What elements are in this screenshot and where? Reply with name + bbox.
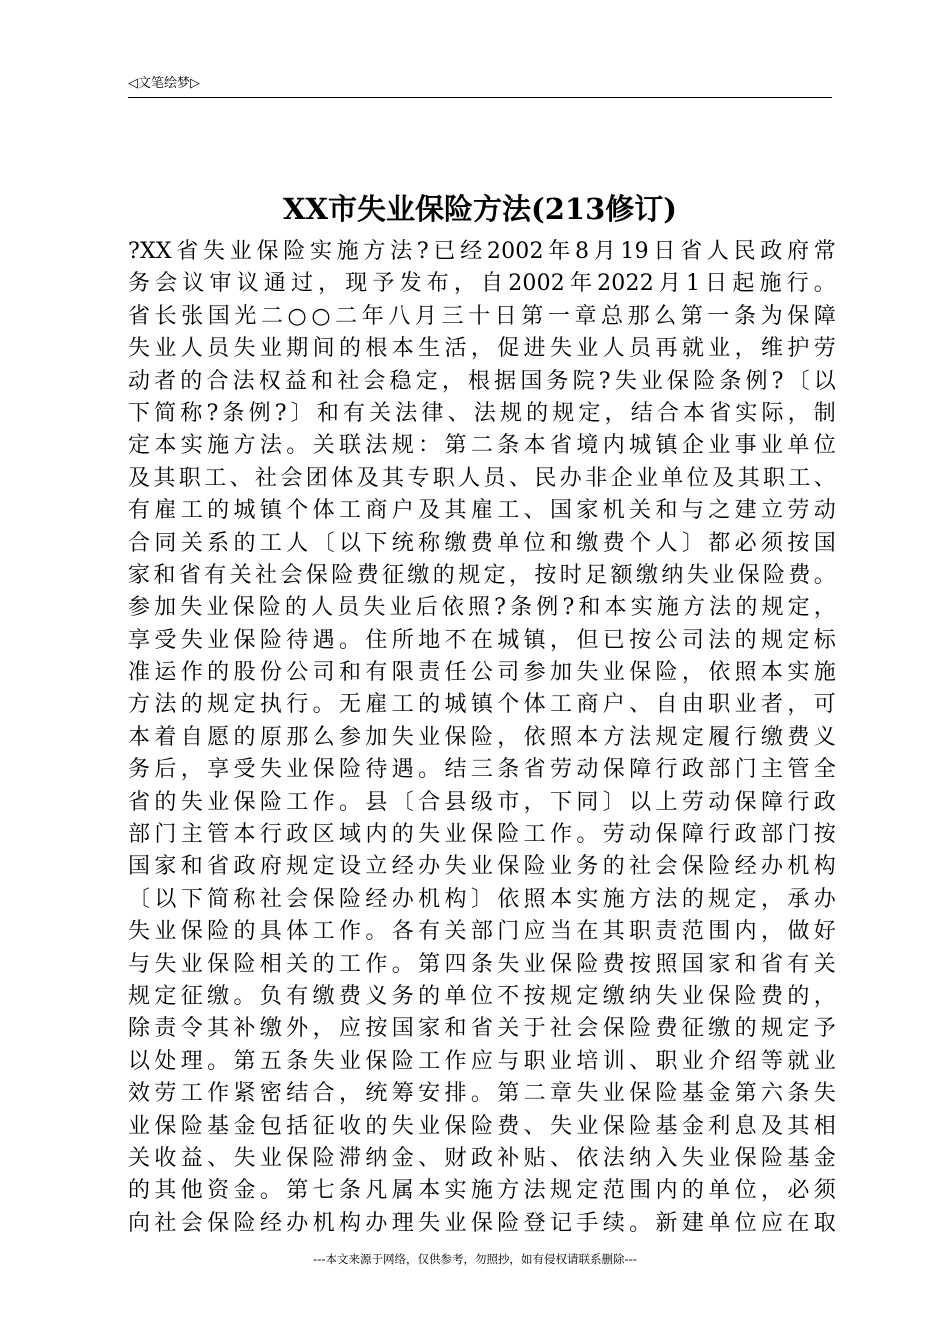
body-line: 效劳工作紧密结合，统筹安排。第二章失业保险基金第六条失 bbox=[128, 1081, 836, 1107]
body-line: 务后，享受失业保险待遇。结三条省劳动保障行政部门主管全 bbox=[128, 757, 836, 783]
body-line: 省的失业保险工作。县〔合县级市，下同〕以上劳动保障行政 bbox=[128, 789, 836, 815]
header-divider bbox=[128, 97, 832, 98]
body-line: 享受失业保险待遇。住所地不在城镇，但已按公司法的规定标 bbox=[128, 627, 836, 653]
body-line: 失业人员失业期间的根本生活，促进失业人员再就业，维护劳 bbox=[128, 336, 836, 362]
body-line: 的其他资金。第七条凡属本实施方法规定范围内的单位，必须 bbox=[128, 1178, 836, 1204]
body-line: 家和省有关社会保险费征缴的规定，按时足额缴纳失业保险费。 bbox=[128, 562, 836, 588]
body-line: 以处理。第五条失业保险工作应与职业培训、职业介绍等就业 bbox=[128, 1048, 836, 1074]
body-line: 有雇工的城镇个体工商户及其雇工、国家机关和与之建立劳动 bbox=[128, 498, 836, 524]
body-line: 省长张国光二○○二年八月三十日第一章总那么第一条为保障 bbox=[128, 303, 836, 329]
body-line: 下简称?条例?〕和有关法律、法规的规定，结合本省实际，制 bbox=[128, 400, 836, 426]
body-line: 国家和省政府规定设立经办失业保险业务的社会保险经办机构 bbox=[128, 854, 836, 880]
body-line: 部门主管本行政区域内的失业保险工作。劳动保障行政部门按 bbox=[128, 822, 836, 848]
body-line: 除责令其补缴外，应按国家和省关于社会保险费征缴的规定予 bbox=[128, 1016, 836, 1042]
body-line: 与失业保险相关的工作。第四条失业保险费按照国家和省有关 bbox=[128, 951, 836, 977]
body-line: 向社会保险经办机构办理失业保险登记手续。新建单位应在取 bbox=[128, 1210, 836, 1236]
body-line: 准运作的股份公司和有限责任公司参加失业保险，依照本实施 bbox=[128, 660, 836, 686]
body-line: 本着自愿的原那么参加失业保险，依照本方法规定履行缴费义 bbox=[128, 724, 836, 750]
body-line: 参加失业保险的人员失业后依照?条例?和本实施方法的规定， bbox=[128, 595, 836, 621]
body-line: 及其职工、社会团体及其专职人员、民办非企业单位及其职工、 bbox=[128, 465, 836, 491]
footer-disclaimer: ---本文来源于网络，仅供参考，勿照抄，如有侵权请联系删除--- bbox=[313, 1252, 637, 1266]
document-body bbox=[128, 236, 836, 1240]
body-line: 方法的规定执行。无雇工的城镇个体工商户、自由职业者，可 bbox=[128, 692, 836, 718]
body-line: 规定征缴。负有缴费义务的单位不按规定缴纳失业保险费的， bbox=[128, 983, 836, 1009]
body-line: 合同关系的工人〔以下统称缴费单位和缴费个人〕都必须按国 bbox=[128, 530, 836, 556]
body-line: ?XX省失业保险实施方法?已经2002年8月19日省人民政府常 bbox=[128, 239, 836, 264]
document-title: XX市失业保险方法(213修订) bbox=[283, 192, 677, 226]
body-line: 关收益、失业保险滞纳金、财政补贴、依法纳入失业保险基金 bbox=[128, 1145, 836, 1171]
header-label: ◁文笔绘梦▷ bbox=[128, 76, 200, 91]
body-line: 失业保险的具体工作。各有关部门应当在其职责范围内，做好 bbox=[128, 919, 836, 945]
body-line: 业保险基金包括征收的失业保险费、失业保险基金利息及其相 bbox=[128, 1113, 836, 1139]
body-line: 务会议审议通过，现予发布，自2002年2022月1日起施行。 bbox=[128, 271, 836, 297]
body-line: 定本实施方法。关联法规：第二条本省境内城镇企业事业单位 bbox=[128, 433, 836, 459]
body-line: 动者的合法权益和社会稳定，根据国务院?失业保险条例?〔以 bbox=[128, 368, 836, 394]
body-line: 〔以下简称社会保险经办机构〕依照本实施方法的规定，承办 bbox=[128, 886, 836, 912]
